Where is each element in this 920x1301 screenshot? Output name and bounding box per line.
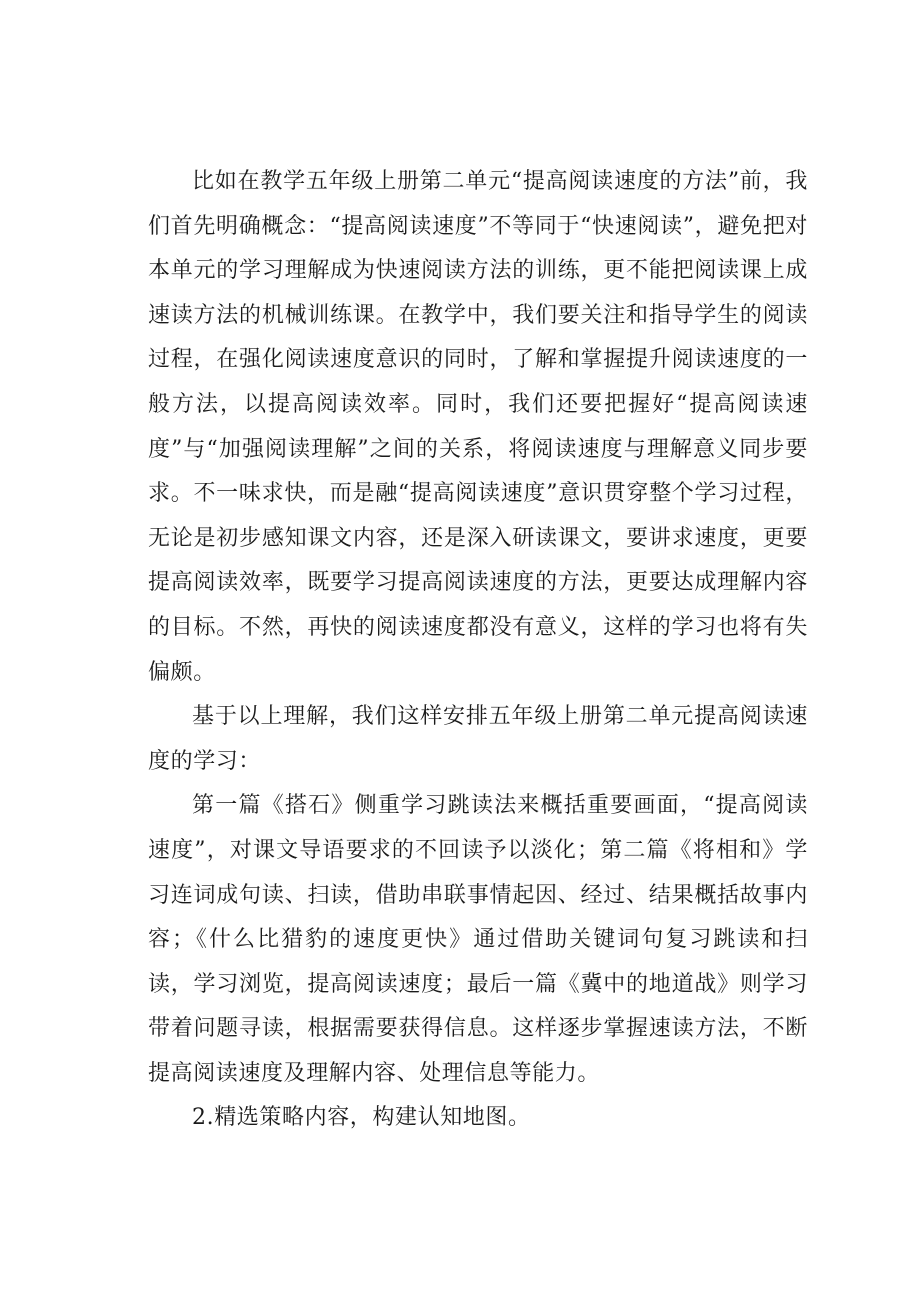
document-body: [148, 160, 808, 1141]
paragraph-lesson-sequence: 第一篇《搭石》侧重学习跳读法来概括重要画面，“提高阅读速度”，对课文导语要求的不回读予以淡化；第二篇《将相和》学习连词成句读、扫读，借助串联事情起因、经过、结果概括故事内容；《什么比猎豹的速度更快》通过借助关键词句复习跳读和扫读，学习浏览，提高阅读速度；最后一篇《冀中的地道战》则学习带着问题寻读，根据需要获得信息。这样逐步掌握速读方法，不断提高阅读速度及理解内容、处理信息等能力。: [148, 793, 808, 1086]
paragraph-reading-speed-concept: 比如在教学五年级上册第二单元“提高阅读速度的方法”前，我们首先明确概念：“提高阅读速度”不等同于“快速阅读”，避免把对本单元的学习理解成为快速阅读方法的训练，更不能把阅读课上成速读方法的机械训练课。在教学中，我们要关注和指导学生的阅读过程，在强化阅读速度意识的同时，了解和掌握提升阅读速度的一般方法，以提高阅读效率。同时，我们还要把握好“提高阅读速度”与“加强阅读理解”之间的关系，将阅读速度与理解意义同步要求。不一味求快，而是融“提高阅读速度”意识贯穿整个学习过程，无论是初步感知课文内容，还是深入研读课文，要讲求速度，更要提高阅读效率，既要学习提高阅读速度的方法，更要达成理解内容的目标。不然，再快的阅读速度都没有意义，这样的学习也将有失偏颇。: [148, 169, 808, 685]
paragraph-unit-arrangement-intro: 基于以上理解，我们这样安排五年级上册第二单元提高阅读速度的学习：: [148, 704, 808, 774]
section-heading-strategy: 2.精选策略内容，构建认知地图。: [192, 1105, 531, 1131]
